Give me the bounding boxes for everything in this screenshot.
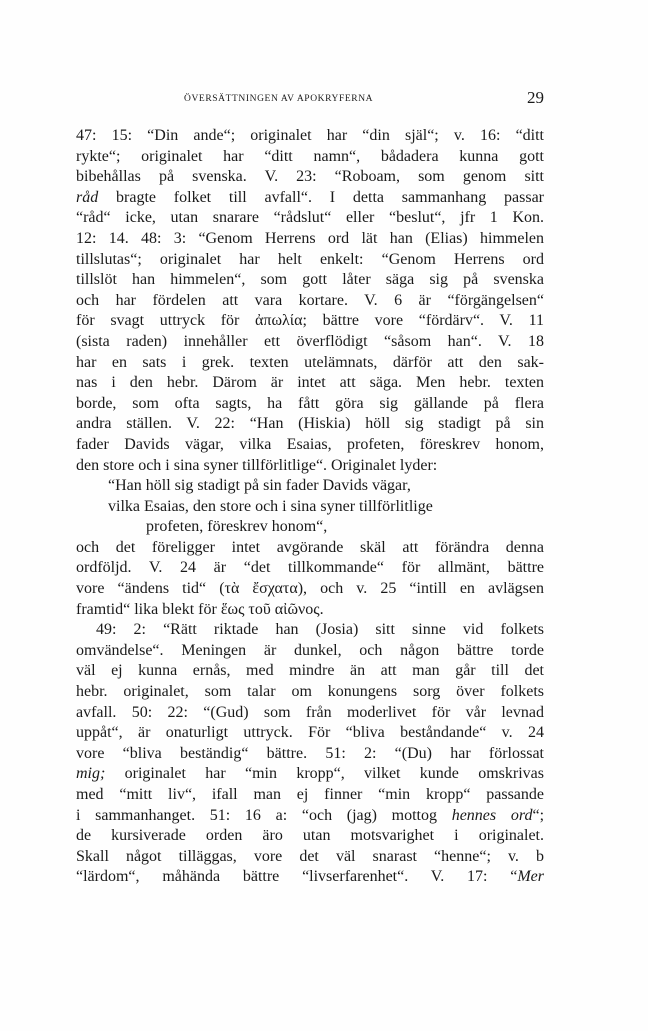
- line-text: vilka Esaias, den store och i sina syner tillförlitlige: [108, 497, 433, 515]
- line-text: “råd“ icke, utan snarare “rådslut“ eller “beslut“, jfr 1 Kon.: [76, 209, 544, 227]
- italic-text: råd: [76, 188, 99, 206]
- text-line: [76, 703, 544, 724]
- italic-text: mig;: [76, 765, 106, 783]
- text-line: [76, 826, 544, 847]
- text-line: [76, 682, 544, 703]
- line-text: 47: 15: “Din ande“; originalet har “din själ“; v. 16: “ditt: [76, 127, 544, 144]
- text-line: [76, 167, 544, 188]
- line-text: borde, som ofta sagts, ha fått göra sig gällande på flera: [76, 394, 544, 412]
- line-text: “Han höll sig stadigt på sin fader Davids vägar,: [108, 477, 411, 495]
- text-line: [76, 208, 544, 229]
- line-text: har en sats i grek. texten utelämnats, därför att den sak-: [76, 353, 544, 371]
- line-text: 49: 2: “Rätt riktade han (Josia) sitt sinne vid folkets: [96, 621, 544, 639]
- text-line: [76, 620, 544, 641]
- running-head: [76, 88, 544, 112]
- text-line: [76, 270, 544, 291]
- page-number: 29: [527, 88, 544, 107]
- line-text: fader Davids vägar, vilka Esaias, profeten, föreskrev honom,: [76, 435, 544, 453]
- line-text: “;: [532, 806, 544, 824]
- line-text: rykte“; originalet har “ditt namn“, bådadera kunna gott: [76, 147, 544, 165]
- italic-text: Mer: [517, 868, 544, 886]
- text-line: [76, 497, 544, 518]
- line-text: tillslöt han himmelen“, som gott låter säga sig på svenska: [76, 271, 544, 289]
- text-line: [76, 538, 544, 559]
- text-line: [76, 311, 544, 332]
- text-line: [76, 435, 544, 456]
- line-text: profeten, föreskrev honom“,: [146, 518, 328, 536]
- line-text: med “mitt liv“, ifall man ej finner “min kropp“ passande: [76, 786, 544, 803]
- text-line: [76, 661, 544, 682]
- line-text: och det föreligger intet avgörande skäl att förändra denna: [76, 538, 544, 556]
- line-text: tillslutas“; originalet har helt enkelt: “Genom Herrens ord: [76, 250, 544, 268]
- text-line: [76, 723, 544, 744]
- text-line: [76, 558, 544, 579]
- text-line: [76, 414, 544, 435]
- line-text: avfall. 50: 22: “(Gud) som från moderlivet för vår levnad: [76, 703, 544, 721]
- line-text: och har fördelen att vara kortare. V. 6 är “förgängelsen“: [76, 291, 544, 309]
- text-line: [76, 188, 544, 209]
- text-line: [76, 517, 544, 538]
- line-text: “lärdom“, måhända bättre “livserfarenhet“. V. 17: “: [76, 868, 518, 886]
- line-text: andra ställen. V. 22: “Han (Hiskia) höll sig stadigt på sin: [76, 415, 544, 433]
- text-line: [76, 394, 544, 415]
- text-line: [76, 250, 544, 271]
- line-text: bragte folket till avfall“. I detta sammanhang passar: [98, 188, 544, 206]
- line-text: uppåt“, är onaturligt uttryck. För “bliva beståndande“ v. 24: [76, 724, 544, 742]
- text-line: [76, 744, 544, 765]
- text-line: [76, 641, 544, 662]
- line-text: Skall något tilläggas, vore det väl snarast “henne“; v. b: [76, 847, 544, 865]
- text-line: [76, 373, 544, 394]
- text-line: [76, 579, 544, 600]
- italic-text: hennes ord: [451, 806, 533, 824]
- text-line: [76, 476, 544, 497]
- line-text: de kursiverade orden äro utan motsvarighet i originalet.: [76, 827, 544, 845]
- text-line: [76, 600, 544, 621]
- text-line: [76, 291, 544, 312]
- line-text: vore “bliva beständig“ bättre. 51: 2: “(Du) har förlossat: [76, 744, 544, 762]
- running-title: ÖVERSÄTTNINGEN AV APOKRYFERNA: [184, 94, 374, 104]
- text-line: [76, 229, 544, 250]
- text-line: [76, 332, 544, 353]
- line-text: bibehållas på svenska. V. 23: “Roboam, som genom sitt: [76, 168, 544, 186]
- line-text: för svagt uttryck för ἀπωλία; bättre vore “fördärv“. V. 11: [76, 312, 544, 330]
- text-line: [76, 806, 544, 827]
- text-line: [76, 353, 544, 374]
- line-text: ordföljd. V. 24 är “det tillkommande“ för allmänt, bättre: [76, 559, 544, 577]
- text-line: [76, 785, 544, 806]
- text-line: [76, 456, 544, 477]
- line-text: (sista raden) innehåller ett överflödigt “såsom han“. V. 18: [76, 332, 544, 350]
- text-line: [76, 126, 544, 147]
- line-text: originalet har “min kropp“, vilket kunde omskrivas: [105, 765, 544, 783]
- line-text: framtid“ lika blekt för ἕως τοῦ αἰῶνος.: [76, 600, 324, 618]
- line-text: väl ej kunna ernås, med mindre än att man går till det: [76, 662, 544, 680]
- line-text: i sammanhanget. 51: 16 a: “och (jag) mottog: [76, 806, 452, 824]
- line-text: vore “ändens tid“ (τὰ ἔσχατα), och v. 25 “intill en avlägsen: [76, 580, 544, 598]
- text-line: [76, 147, 544, 168]
- line-text: omvändelse“. Meningen är dunkel, och någon bättre torde: [76, 641, 544, 659]
- line-text: 12: 14. 48: 3: “Genom Herrens ord lät han (Elias) himmelen: [76, 229, 544, 247]
- text-line: [76, 764, 544, 785]
- line-text: den store och i sina syner tillförlitlige“. Originalet lyder:: [76, 456, 438, 474]
- text-line: [76, 867, 544, 888]
- body-text: [76, 126, 544, 888]
- line-text: nas i den hebr. Därom är intet att säga. Men hebr. texten: [76, 374, 544, 392]
- text-line: [76, 847, 544, 868]
- line-text: hebr. originalet, som talar om konungens sorg över folkets: [76, 683, 544, 701]
